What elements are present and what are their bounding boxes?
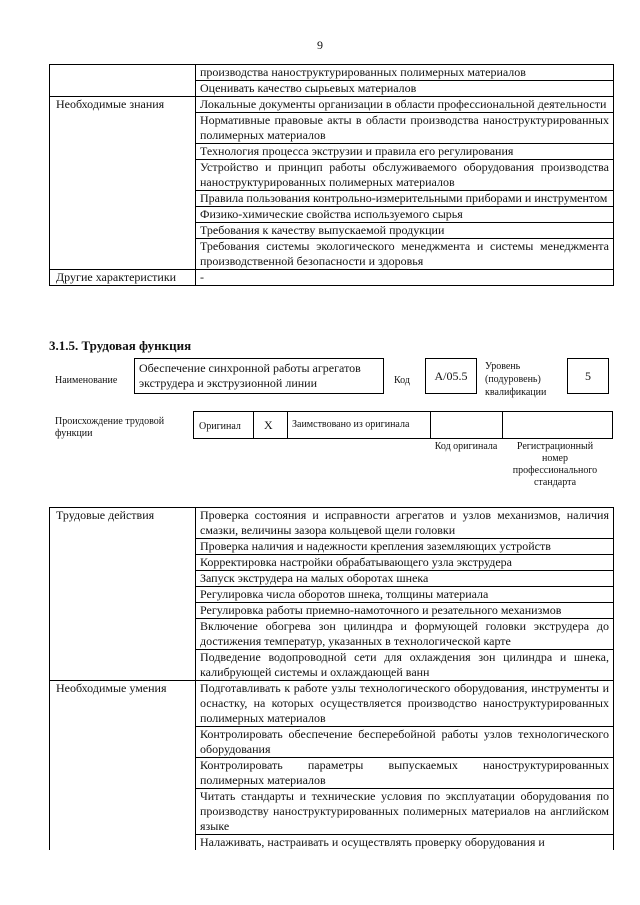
row-label	[50, 207, 196, 223]
row-label	[50, 65, 196, 81]
table-row	[50, 81, 614, 97]
table-row	[50, 97, 614, 113]
row-label	[50, 113, 196, 144]
row-cell: Требования к качеству выпускаемой продукции	[196, 223, 614, 239]
table-row	[50, 239, 614, 270]
row-label	[50, 239, 196, 270]
table-row	[50, 508, 614, 539]
row-label	[50, 223, 196, 239]
table-row	[50, 144, 614, 160]
table-row	[50, 207, 614, 223]
row-label	[50, 789, 196, 835]
table-row	[50, 727, 614, 758]
row-label	[50, 758, 196, 789]
row-label	[50, 571, 196, 587]
level-box: 5	[567, 358, 609, 394]
table-row	[50, 835, 614, 851]
row-label	[50, 650, 196, 681]
row-cell: Контролировать обеспечение бесперебойной работы узлов технологического оборудования	[196, 727, 614, 758]
section-title: 3.1.5. Трудовая функция	[49, 338, 192, 353]
table-row	[50, 681, 614, 727]
code-label: Код	[394, 375, 410, 386]
row-label	[50, 539, 196, 555]
table-row	[50, 650, 614, 681]
table-row	[50, 160, 614, 191]
page-number: 9	[317, 38, 323, 52]
row-cell: Подведение водопроводной сети для охлаждения зон цилиндра и шнека, калибрующей системы и охлаждающей ванн	[196, 650, 614, 681]
row-cell: Регулировка числа оборотов шнека, толщины материала	[196, 587, 614, 603]
row-label: Другие характеристики	[50, 270, 196, 286]
row-label	[50, 144, 196, 160]
row-cell: Технология процесса экструзии и правила его регулирования	[196, 144, 614, 160]
row-label	[50, 619, 196, 650]
row-cell: Проверка состояния и исправности агрегатов и узлов механизмов, наличия смазки, величины зазора кольцевой щели головки	[196, 508, 614, 539]
code-box: А/05.5	[425, 358, 477, 394]
reg-number-caption: Регистрационный номер профессионального стандарта	[512, 441, 598, 488]
row-cell: Проверка наличия и надежности крепления заземляющих устройств	[196, 539, 614, 555]
origin-divider	[430, 411, 431, 439]
level-label: Уровень (подуровень) квалификации	[485, 361, 547, 398]
table-row	[50, 65, 614, 81]
row-cell: Налаживать, настраивать и осуществлять проверку оборудования и	[196, 835, 614, 851]
table-row	[50, 789, 614, 835]
origin-divider	[253, 411, 254, 439]
row-label	[50, 555, 196, 571]
row-cell: Запуск экструдера на малых оборотах шнека	[196, 571, 614, 587]
name-label: Наименование	[55, 375, 118, 386]
table-row	[50, 555, 614, 571]
row-cell: Устройство и принцип работы обслуживаемого оборудования производства наноструктурированных полимерных материалов	[196, 160, 614, 191]
origin-divider	[287, 411, 288, 439]
original-label: Оригинал	[199, 421, 241, 432]
bottom-function-table	[49, 507, 614, 850]
row-cell: Локальные документы организации в области профессиональной деятельности	[196, 97, 614, 113]
table-row	[50, 603, 614, 619]
code-original-caption: Код оригинала	[434, 441, 498, 452]
row-cell: Оценивать качество сырьевых материалов	[196, 81, 614, 97]
row-cell: Читать стандарты и технические условия по эксплуатации оборудования по производству наноструктурированных полимерных материалов на английском языке	[196, 789, 614, 835]
row-cell: производства наноструктурированных полимерных материалов	[196, 65, 614, 81]
table-row	[50, 191, 614, 207]
table-row	[50, 539, 614, 555]
row-cell: Регулировка работы приемно-намоточного и резательного механизмов	[196, 603, 614, 619]
row-label	[50, 191, 196, 207]
row-cell: Нормативные правовые акты в области производства наноструктурированных полимерных материалов	[196, 113, 614, 144]
table-row	[50, 758, 614, 789]
row-label	[50, 160, 196, 191]
row-cell: Требования системы экологического менеджмента и системы менеджмента производственной безопасности и здоровья	[196, 239, 614, 270]
row-cell: Правила пользования контрольно-измерительными приборами и инструментом	[196, 191, 614, 207]
row-label	[50, 587, 196, 603]
top-requirements-table	[49, 64, 614, 286]
row-cell: -	[196, 270, 614, 286]
table-row	[50, 223, 614, 239]
row-label	[50, 81, 196, 97]
table-row	[50, 619, 614, 650]
table-row	[50, 571, 614, 587]
row-label	[50, 603, 196, 619]
row-cell: Физико-химические свойства используемого сырья	[196, 207, 614, 223]
original-mark: X	[264, 418, 273, 432]
origin-label: Происхождение трудовой функции	[55, 416, 165, 439]
row-label: Необходимые умения	[50, 681, 196, 727]
row-cell: Корректировка настройки обрабатывающего узла экструдера	[196, 555, 614, 571]
origin-divider	[502, 411, 503, 439]
table-row	[50, 113, 614, 144]
row-cell: Подготавливать к работе узлы технологического оборудования, инструменты и оснастку, на которых осуществляется производство наноструктурированных полимерных материалов	[196, 681, 614, 727]
table-row	[50, 270, 614, 286]
row-cell: Контролировать параметры выпускаемых наноструктурированных полимерных материалов	[196, 758, 614, 789]
function-name-box: Обеспечение синхронной работы агрегатов экструдера и экструзионной линии	[134, 358, 384, 394]
row-label: Необходимые знания	[50, 97, 196, 113]
row-cell: Включение обогрева зон цилиндра и формующей головки экструдера до достижения температур, указанных в технологической карте	[196, 619, 614, 650]
row-label	[50, 727, 196, 758]
row-label: Трудовые действия	[50, 508, 196, 539]
row-label	[50, 835, 196, 851]
borrowed-label: Заимствовано из оригинала	[292, 419, 410, 430]
table-row	[50, 587, 614, 603]
